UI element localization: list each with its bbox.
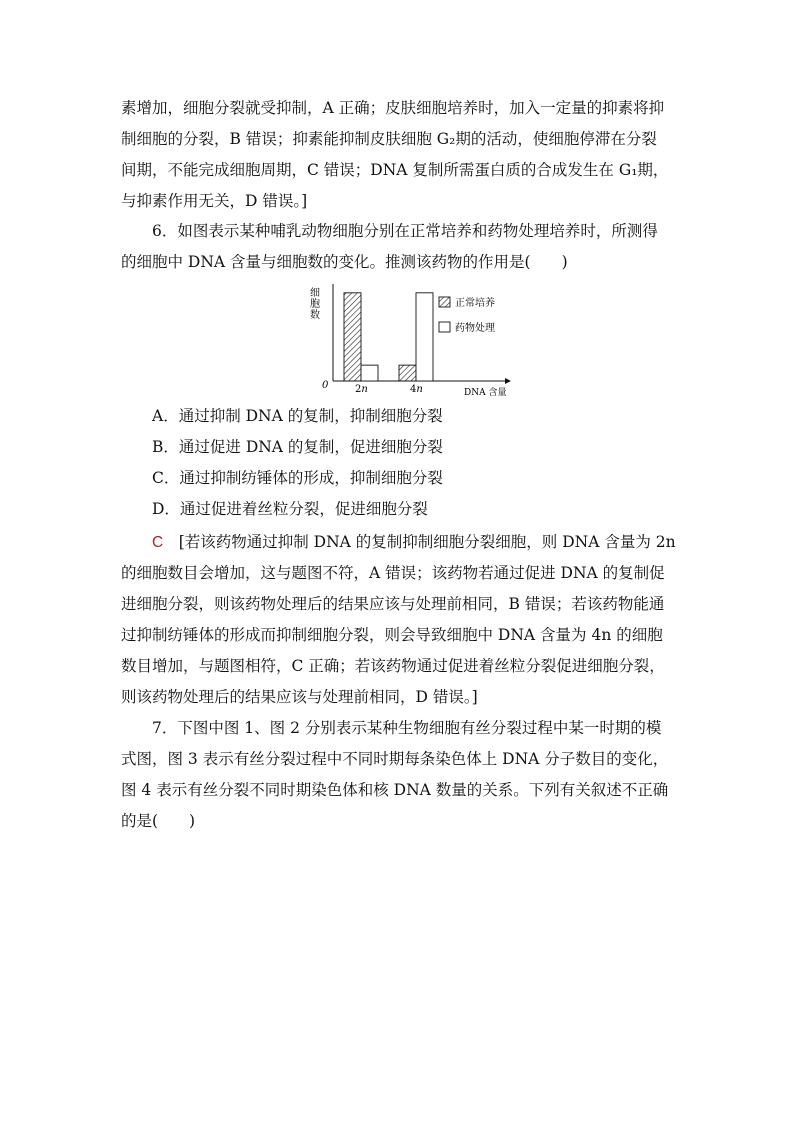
bar-drug-2n <box>361 365 378 381</box>
text-line: 制细胞的分裂，B 错误；抑素能抑制皮肤细胞 G₂期的活动，使细胞停滞在分裂 <box>121 130 657 148</box>
option-b[interactable]: B．通过促进 DNA 的复制，促进细胞分裂 <box>152 438 443 456</box>
text-line: 式图，图 3 表示有丝分裂过程中不同时期每条染色体上 DNA 分子数目的变化， <box>121 750 669 768</box>
text-line: 的细胞数目会增加，这与题图不符，A 错误；该药物若通过促进 DNA 的复制促 <box>121 564 665 582</box>
option-c[interactable]: C．通过抑制纺锤体的形成，抑制细胞分裂 <box>152 469 443 487</box>
origin-label: 0 <box>322 380 329 391</box>
text-line: 间期，不能完成细胞周期，C 错误；DNA 复制所需蛋白质的合成发生在 G₁期， <box>121 161 669 179</box>
option-a[interactable]: A．通过抑制 DNA 的复制，抑制细胞分裂 <box>152 407 443 425</box>
legend-swatch-drug <box>439 322 450 332</box>
text-line: 6．如图表示某种哺乳动物细胞分别在正常培养和药物处理培养时，所测得 <box>152 222 658 240</box>
text-line: 进细胞分裂，则该药物处理后的结果应该与处理前相同，B 错误；若该药物能通 <box>121 595 665 613</box>
text-line: 的细胞中 DNA 含量与细胞数的变化。推测该药物的作用是( ) <box>121 253 568 271</box>
answer-letter: C <box>152 534 164 551</box>
legend-label-normal: 正常培养 <box>455 298 495 309</box>
y-axis-label-char: 数 <box>310 310 320 321</box>
text-line: 则该药物处理后的结果应该与处理前相同，D 错误。] <box>121 688 478 706</box>
y-axis-label-char: 胞 <box>310 299 320 310</box>
text-line <box>121 527 676 558</box>
text-line: 过抑制纺锤体的形成而抑制细胞分裂，则会导致细胞中 DNA 含量为 4n 的细胞 <box>121 626 663 644</box>
question-6-stem <box>121 216 676 278</box>
text-line: 图 4 表示有丝分裂不同时期染色体和核 DNA 数量的关系。下列有关叙述不正确 <box>121 781 669 799</box>
text-line: 数目增加，与题图相符，C 正确；若该药物通过促进着丝粒分裂促进细胞分裂， <box>121 657 665 675</box>
option-d[interactable]: D．通过促进着丝粒分裂，促进细胞分裂 <box>152 500 428 518</box>
x-tick-label: 4n <box>410 384 423 395</box>
question-7-stem <box>121 713 676 837</box>
explanation-text: [若该药物通过抑制 DNA 的复制抑制细胞分裂细胞，则 DNA 含量为 2n <box>178 533 676 551</box>
bar-normal-2n <box>344 293 361 381</box>
x-tick-label: 2n <box>355 384 368 395</box>
text-line: 7．下图中图 1、图 2 分别表示某种生物细胞有丝分裂过程中某一时期的模 <box>152 719 662 737</box>
chart-legend <box>439 296 495 334</box>
text-line: 的是( ) <box>121 812 196 830</box>
bar-normal-4n <box>399 365 416 381</box>
text-line: 素增加，细胞分裂就受抑制，A 正确；皮肤细胞培养时，加入一定量的抑素将抑 <box>121 99 665 117</box>
legend-swatch-normal <box>439 297 450 307</box>
previous-explanation <box>121 93 676 217</box>
x-axis-label: DNA 含量 <box>464 388 507 398</box>
bar-drug-4n <box>416 293 433 381</box>
x-axis-arrow <box>505 378 511 384</box>
legend-label-drug: 药物处理 <box>455 323 495 334</box>
dna-content-bar-chart <box>300 282 530 400</box>
y-axis-label-char: 细 <box>310 288 320 299</box>
text-line: 与抑素作用无关，D 错误。] <box>121 192 308 210</box>
question-6-explanation <box>121 527 676 713</box>
